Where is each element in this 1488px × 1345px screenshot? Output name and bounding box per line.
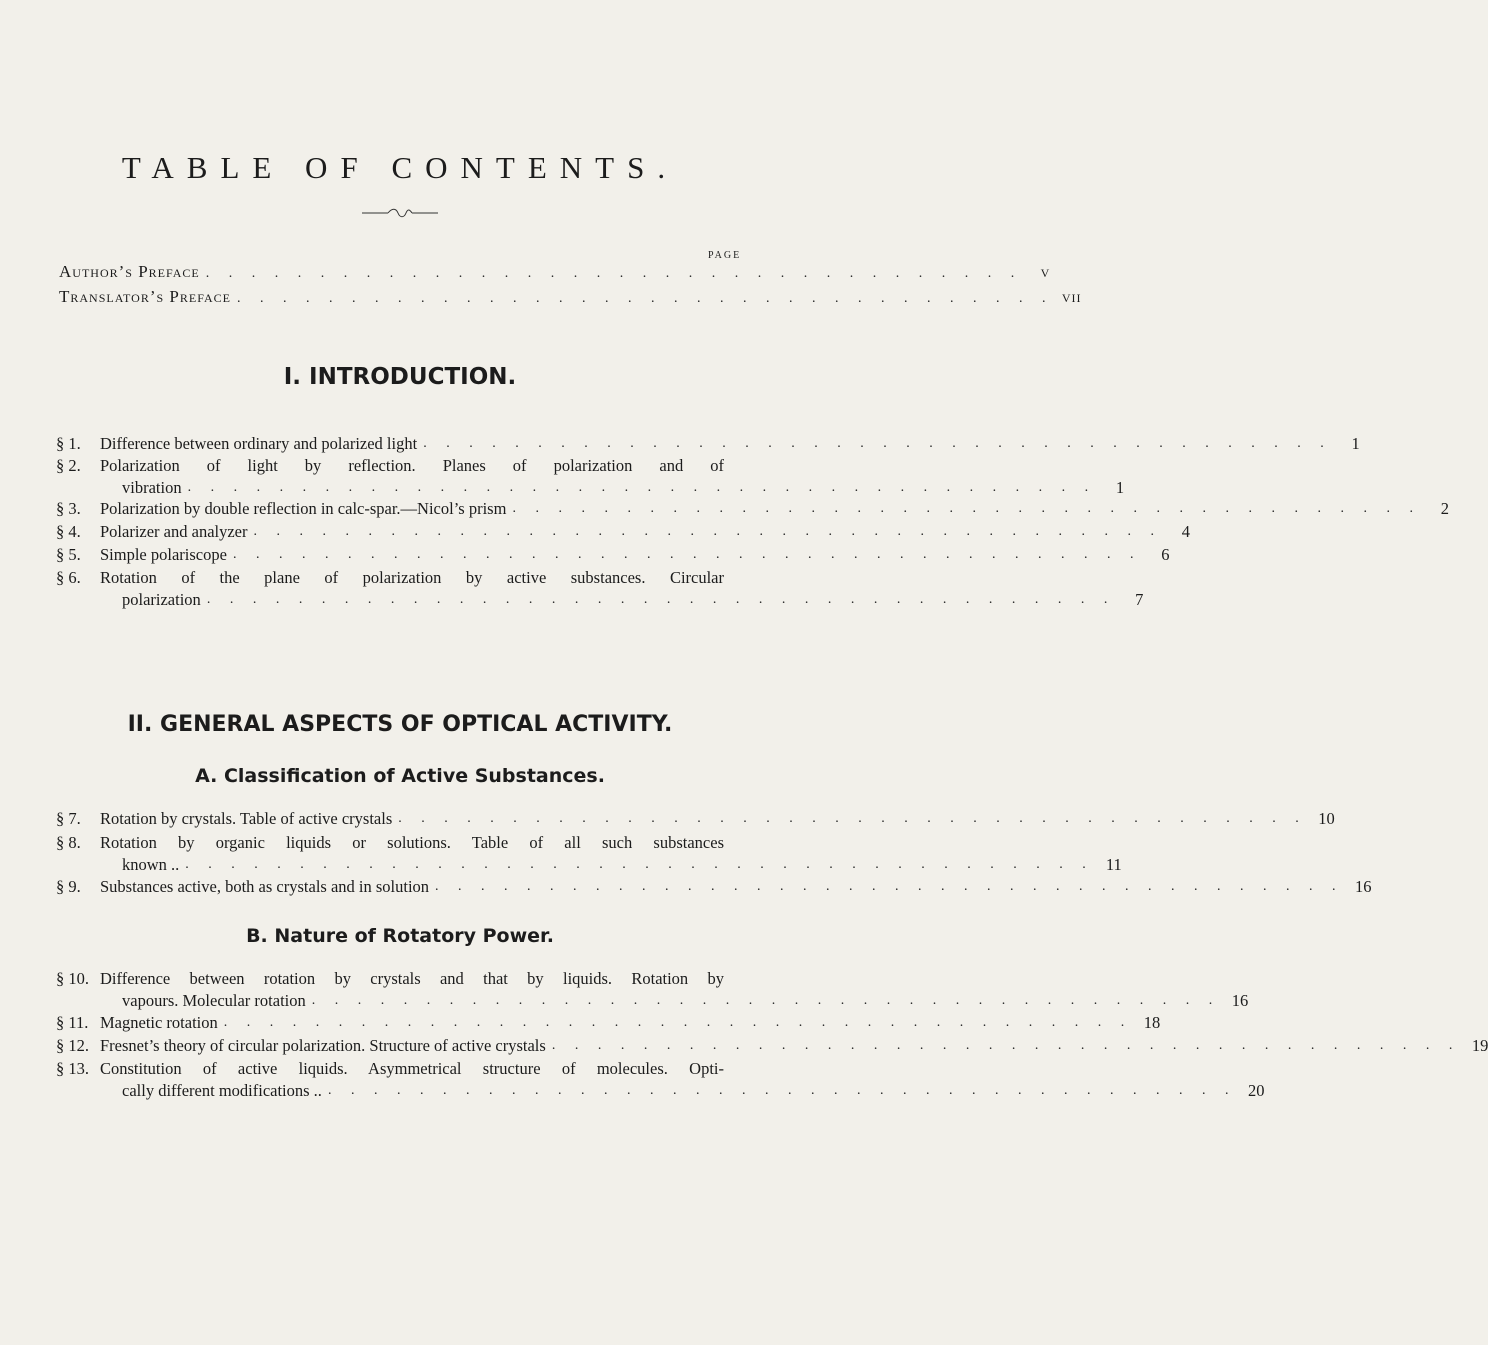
toc-entry[interactable] (56, 544, 1170, 566)
entry-title: Translator’s Preface (59, 287, 231, 306)
entry-last-line (100, 1080, 1265, 1102)
toc-entry[interactable] (56, 876, 1372, 898)
entry-body (100, 1012, 1161, 1034)
entry-title: known .. (122, 855, 180, 874)
leader-dots: . . . . . . . . . . . . . . . . . . . . . . . . . . . . . . . . . . . . . . . . (512, 501, 1421, 516)
entry-last-line (100, 808, 1335, 830)
section-number: § 9. (56, 877, 81, 896)
entry-page: 19 (1471, 1036, 1488, 1055)
section-number: § 4. (56, 522, 81, 541)
toc-entry-translators-preface[interactable] (59, 287, 1082, 307)
entry-last-line (100, 521, 1191, 543)
toc-entry[interactable] (56, 433, 1360, 455)
entry-body (100, 433, 1360, 455)
entry-title: Fresnet’s theory of circular polarization. Structure of active crystals (100, 1036, 546, 1055)
entry-last-line (100, 477, 1125, 499)
section-number: § 12. (56, 1036, 89, 1055)
entry-title: Rotation by crystals. Table of active crystals (100, 809, 393, 828)
entry-page: 20 (1247, 1081, 1265, 1100)
entry-page: 10 (1318, 809, 1335, 828)
entry-title-line: Polarization of light by reflection. Planes of polarization and of (100, 456, 724, 475)
section-heading-rotatory-power: B. Nature of Rotatory Power. (246, 925, 554, 947)
leader-dots: . . . . . . . . . . . . . . . . . . . . . . . . . . . . . . . . . . . . . . . . (232, 547, 1142, 562)
entry-title-line: Constitution of active liquids. Asymmetrical structure of molecules. Opti- (100, 1059, 724, 1078)
entry-title-line: Rotation of the plane of polarization by active substances. Circular (100, 568, 724, 587)
entry-body (100, 832, 1122, 876)
entry-last-line (100, 1012, 1161, 1034)
leader-dots: . . . . . . . . . . . . . . . . . . . . . . . . . . . . . . . . . . . . . . . . (327, 1083, 1237, 1098)
entry-title: Magnetic rotation (100, 1013, 218, 1032)
entry-body (100, 455, 1125, 499)
entry-last-line (100, 589, 1144, 611)
section-number: § 5. (56, 545, 81, 564)
toc-entry[interactable] (56, 808, 1335, 830)
entry-page: 4 (1181, 522, 1191, 541)
leader-dots: . . . . . . . . . . . . . . . . . . . . . . . . . . . . . . . . . . . . (237, 291, 1054, 306)
entry-last-line (100, 1035, 1488, 1057)
toc-entry[interactable] (56, 832, 1122, 876)
section-number: § 2. (56, 456, 81, 475)
toc-entry[interactable] (56, 567, 1144, 611)
ornament-divider (360, 208, 440, 218)
entry-last-line (100, 498, 1449, 520)
section-number: § 7. (56, 809, 81, 828)
entry-page: 1 (1351, 434, 1360, 453)
toc-entry[interactable] (56, 455, 1125, 499)
entry-page: 1 (1115, 478, 1125, 497)
entry-page: 6 (1161, 545, 1170, 564)
entry-body (100, 544, 1170, 566)
entry-body (100, 1035, 1488, 1057)
entry-title: vapours. Molecular rotation (122, 991, 306, 1010)
entry-title-line: Rotation by organic liquids or solutions. Table of all such substances (100, 833, 724, 852)
entry-page: v (1040, 262, 1051, 281)
section-number: § 3. (56, 499, 81, 518)
entry-body (100, 876, 1372, 898)
toc-entry[interactable] (56, 521, 1191, 543)
entry-page: 18 (1143, 1013, 1161, 1032)
leader-dots: . . . . . . . . . . . . . . . . . . . . . . . . . . . . . . . . . . . . . . . . (311, 993, 1221, 1008)
toc-entry[interactable] (56, 1058, 1265, 1102)
section-number: § 6. (56, 568, 81, 587)
part-heading-introduction: I. INTRODUCTION. (283, 364, 517, 390)
entry-title: Substances active, both as crystals and in solution (100, 877, 430, 896)
entry-page: 16 (1355, 877, 1372, 896)
page-title: TABLE OF CONTENTS. (121, 150, 679, 185)
section-number: § 13. (56, 1059, 89, 1078)
entry-body (100, 968, 1249, 1012)
entry-last-line (100, 854, 1122, 876)
section-heading-classification: A. Classification of Active Substances. (195, 765, 605, 787)
entry-title: Polarizer and analyzer (100, 522, 248, 541)
entry-body (100, 808, 1335, 830)
section-number: § 11. (56, 1013, 89, 1032)
entry-page: vii (1061, 287, 1082, 306)
toc-entry[interactable] (56, 1035, 1488, 1057)
leader-dots: . . . . . . . . . . . . . . . . . . . . . . . . . . . . . . . . . . . . . . . . (185, 857, 1094, 872)
section-number: § 8. (56, 833, 81, 852)
section-number: § 10. (56, 969, 89, 988)
entry-last-line (100, 544, 1170, 566)
entry-title: Polarization by double reflection in calc-spar.—Nicol’s prism (100, 499, 507, 518)
entry-title: Simple polariscope (100, 545, 227, 564)
leader-dots: . . . . . . . . . . . . . . . . . . . . . . . . . . . . . . . . . . . . (205, 266, 1023, 281)
entry-last-line (100, 876, 1372, 898)
leader-dots: . . . . . . . . . . . . . . . . . . . . . . . . . . . . . . . . . . . . . . . . (423, 436, 1332, 451)
entry-last-line (100, 990, 1249, 1012)
toc-entry[interactable] (56, 968, 1249, 1012)
entry-page: 7 (1135, 590, 1144, 609)
leader-dots: . . . . . . . . . . . . . . . . . . . . . . . . . . . . . . . . . . . . . . . . (187, 480, 1097, 495)
page-column-label: PAGE (708, 250, 742, 261)
entry-page: 16 (1231, 991, 1249, 1010)
entry-body (100, 498, 1449, 520)
entry-body (100, 1058, 1265, 1102)
leader-dots: . . . . . . . . . . . . . . . . . . . . . . . . . . . . . . . . . . . . . . . . (398, 811, 1307, 826)
entry-title: polarization (122, 590, 201, 609)
entry-title: cally different modifications .. (122, 1081, 322, 1100)
toc-entry-authors-preface[interactable] (59, 262, 1051, 282)
entry-last-line (100, 433, 1360, 455)
leader-dots: . . . . . . . . . . . . . . . . . . . . . . . . . . . . . . . . . . . . . . . . (253, 524, 1163, 539)
toc-entry[interactable] (56, 498, 1449, 520)
entry-page: 2 (1440, 499, 1449, 518)
section-number: § 1. (56, 434, 81, 453)
leader-dots: . . . . . . . . . . . . . . . . . . . . . . . . . . . . . . . . . . . . . . . . (551, 1038, 1461, 1053)
leader-dots: . . . . . . . . . . . . . . . . . . . . . . . . . . . . . . . . . . . . . . . . (435, 879, 1344, 894)
entry-body (100, 567, 1144, 611)
entry-title: Author’s Preface (59, 262, 200, 281)
entry-body (100, 521, 1191, 543)
entry-page: 11 (1105, 855, 1122, 874)
entry-title: vibration (122, 478, 182, 497)
entry-title-line: Difference between rotation by crystals and that by liquids. Rotation by (100, 969, 724, 988)
toc-entry[interactable] (56, 1012, 1161, 1034)
leader-dots: . . . . . . . . . . . . . . . . . . . . . . . . . . . . . . . . . . . . . . . . (223, 1015, 1133, 1030)
leader-dots: . . . . . . . . . . . . . . . . . . . . . . . . . . . . . . . . . . . . . . . . (206, 592, 1116, 607)
entry-title: Difference between ordinary and polarized light (100, 434, 418, 453)
part-heading-general-aspects: II. GENERAL ASPECTS OF OPTICAL ACTIVITY. (127, 712, 673, 737)
